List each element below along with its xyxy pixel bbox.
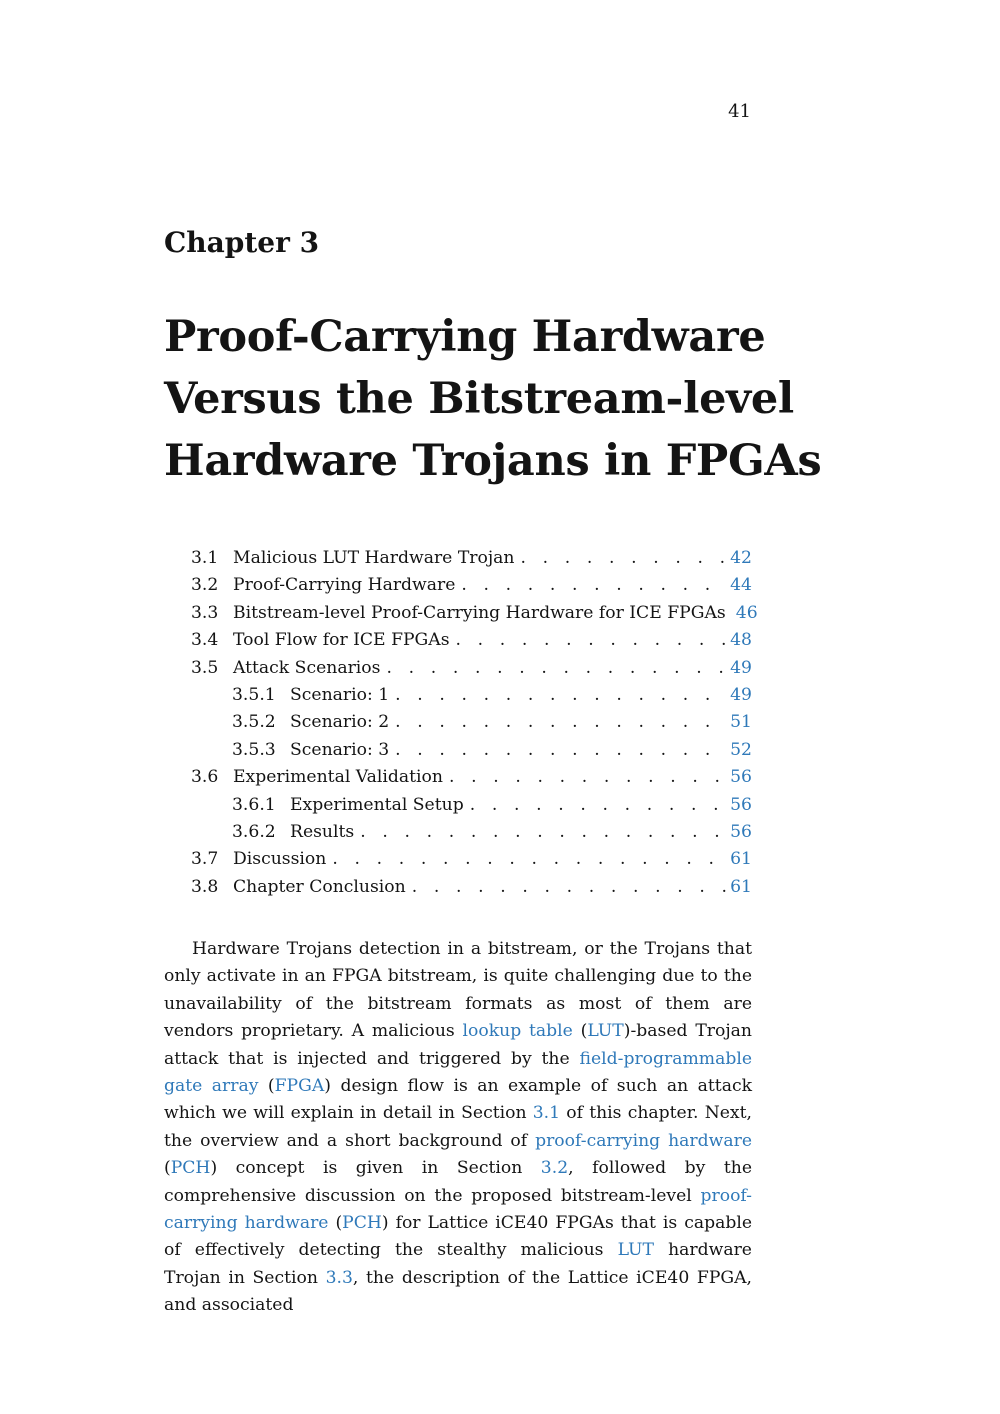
toc-number: 3.2 bbox=[191, 575, 219, 596]
acronym-link-pch[interactable]: PCH bbox=[170, 1158, 211, 1179]
toc-page-link[interactable]: 56 bbox=[730, 821, 752, 842]
body-text-segment: ) design flow is an example of such an attack which we will explain in detail in Section bbox=[164, 1076, 752, 1124]
toc-subentry[interactable] bbox=[191, 819, 752, 846]
toc-title: Results bbox=[290, 821, 355, 842]
toc-number: 3.5.3 bbox=[232, 739, 276, 760]
toc-page-link[interactable]: 61 bbox=[730, 849, 752, 870]
toc-title: Proof-Carrying Hardware bbox=[233, 575, 456, 596]
toc-page-link[interactable]: 61 bbox=[730, 876, 752, 897]
body-text-segment: ( bbox=[572, 1021, 588, 1042]
body-text-segment: ( bbox=[164, 1158, 171, 1179]
toc-title: Chapter Conclusion bbox=[233, 876, 406, 897]
body-text-segment: , the description of the Lattice iCE40 FPGA, and associated bbox=[164, 1267, 752, 1316]
toc-leader-dots bbox=[380, 655, 726, 682]
toc-title: Malicious LUT Hardware Trojan bbox=[233, 548, 515, 568]
toc-number: 3.4 bbox=[191, 630, 219, 651]
body-text-segment: , followed by the comprehensive discussion on the proposed bitstream-level bbox=[164, 1158, 752, 1206]
body-text-segment: ( bbox=[258, 1076, 275, 1097]
toc-number: 3.6.2 bbox=[232, 821, 276, 842]
body-text-segment: hardware Trojan in Section bbox=[164, 1240, 752, 1288]
toc-number: 3.3 bbox=[191, 602, 219, 623]
chapter-title-line: Hardware Trojans in FPGAs bbox=[164, 436, 822, 486]
toc-page-link[interactable]: 44 bbox=[730, 575, 752, 596]
table-of-contents bbox=[191, 545, 758, 901]
toc-number: 3.5.1 bbox=[232, 684, 276, 705]
toc-number: 3.6 bbox=[191, 767, 219, 788]
toc-leader-dots bbox=[464, 792, 726, 819]
body-text-segment: ) concept is given in Section bbox=[210, 1158, 541, 1179]
toc-number: 3.8 bbox=[191, 876, 219, 897]
toc-title: Experimental Setup bbox=[290, 794, 464, 815]
toc-title: Scenario: 1 bbox=[290, 684, 390, 705]
intro-paragraph bbox=[164, 936, 752, 1320]
toc-title: Attack Scenarios bbox=[233, 657, 381, 678]
toc-entry[interactable] bbox=[191, 572, 752, 599]
toc-page-link[interactable]: 49 bbox=[730, 657, 752, 678]
toc-title: Scenario: 3 bbox=[290, 739, 390, 760]
toc-title: Tool Flow for ICE FPGAs bbox=[233, 630, 450, 651]
toc-entry[interactable] bbox=[191, 655, 752, 682]
toc-page-link[interactable]: 56 bbox=[730, 767, 752, 788]
toc-entry[interactable] bbox=[191, 600, 758, 627]
acronym-link-pch[interactable]: PCH bbox=[342, 1213, 382, 1234]
acronym-link-lut[interactable]: LUT bbox=[587, 1021, 624, 1042]
body-text-segment: of this chapter. Next, the overview and a short background of bbox=[164, 1103, 752, 1151]
toc-title: Scenario: 2 bbox=[290, 712, 390, 733]
toc-entry[interactable] bbox=[191, 874, 752, 901]
toc-leader-dots bbox=[389, 709, 726, 736]
toc-number: 3.1 bbox=[191, 548, 219, 568]
chapter-title bbox=[164, 306, 822, 492]
toc-number: 3.7 bbox=[191, 849, 219, 870]
body-text-segment: Hardware Trojans detection in a bitstream, or the Trojans that only activate in an FPGA bitstream, is quite challenging due to the unavailability of the bitstream formats as most of them are vendors proprietary. A malicious bbox=[164, 939, 752, 1042]
glossary-link-pch[interactable]: proof-carrying hardware bbox=[164, 1185, 752, 1234]
toc-page-link[interactable]: 48 bbox=[730, 630, 752, 651]
toc-leader-dots bbox=[326, 846, 726, 873]
section-ref-link[interactable]: 3.3 bbox=[325, 1267, 353, 1288]
toc-number: 3.6.1 bbox=[232, 794, 276, 815]
toc-leader-dots bbox=[389, 682, 726, 709]
toc-subentry[interactable] bbox=[191, 682, 752, 709]
toc-page-link[interactable]: 49 bbox=[730, 684, 752, 705]
section-ref-link[interactable]: 3.2 bbox=[540, 1158, 569, 1179]
toc-leader-dots bbox=[450, 627, 726, 654]
chapter-title-line: Proof-Carrying Hardware bbox=[164, 312, 766, 362]
toc-leader-dots bbox=[389, 737, 726, 764]
toc-subentry[interactable] bbox=[191, 709, 752, 736]
toc-page-link[interactable]: 46 bbox=[735, 602, 758, 623]
toc-entry[interactable] bbox=[191, 545, 752, 572]
toc-entry[interactable] bbox=[191, 627, 752, 654]
toc-page-link[interactable]: 56 bbox=[730, 794, 752, 815]
chapter-label: Chapter 3 bbox=[164, 226, 320, 259]
toc-entry[interactable] bbox=[191, 846, 752, 873]
glossary-link-lut[interactable]: lookup table bbox=[462, 1021, 573, 1042]
toc-page-link[interactable]: 51 bbox=[730, 712, 752, 733]
toc-title: Bitstream-level Proof-Carrying Hardware for ICE FPGAs bbox=[233, 602, 726, 623]
toc-subentry[interactable] bbox=[191, 792, 752, 819]
acronym-link-lut[interactable]: LUT bbox=[617, 1240, 655, 1261]
acronym-link-fpga[interactable]: FPGA bbox=[274, 1076, 325, 1097]
toc-subentry[interactable] bbox=[191, 737, 752, 764]
section-ref-link[interactable]: 3.1 bbox=[532, 1103, 561, 1124]
toc-page-link[interactable]: 52 bbox=[730, 739, 752, 760]
page-number: 41 bbox=[728, 101, 751, 122]
chapter-title-line: Versus the Bitstream-level bbox=[164, 374, 794, 424]
glossary-link-pch[interactable]: proof-carrying hardware bbox=[535, 1130, 752, 1151]
body-text-segment: ( bbox=[328, 1213, 343, 1234]
toc-leader-dots bbox=[455, 572, 726, 599]
body-text-segment: ) for Lattice iCE40 FPGAs that is capable of effectively detecting the stealthy malicious bbox=[164, 1213, 752, 1261]
toc-number: 3.5 bbox=[191, 657, 219, 678]
toc-leader-dots bbox=[515, 545, 727, 572]
toc-leader-dots bbox=[406, 874, 726, 901]
glossary-link-fpga[interactable]: field-programmable gate array bbox=[164, 1048, 752, 1097]
toc-leader-dots bbox=[443, 764, 726, 791]
toc-entry[interactable] bbox=[191, 764, 752, 791]
toc-title: Experimental Validation bbox=[233, 767, 443, 788]
body-text-segment: )-based Trojan attack that is injected and triggered by the bbox=[164, 1021, 752, 1069]
toc-leader-dots bbox=[354, 819, 726, 846]
toc-number: 3.5.2 bbox=[232, 712, 276, 733]
toc-page-link[interactable]: 42 bbox=[730, 548, 752, 568]
toc-title: Discussion bbox=[233, 849, 327, 870]
